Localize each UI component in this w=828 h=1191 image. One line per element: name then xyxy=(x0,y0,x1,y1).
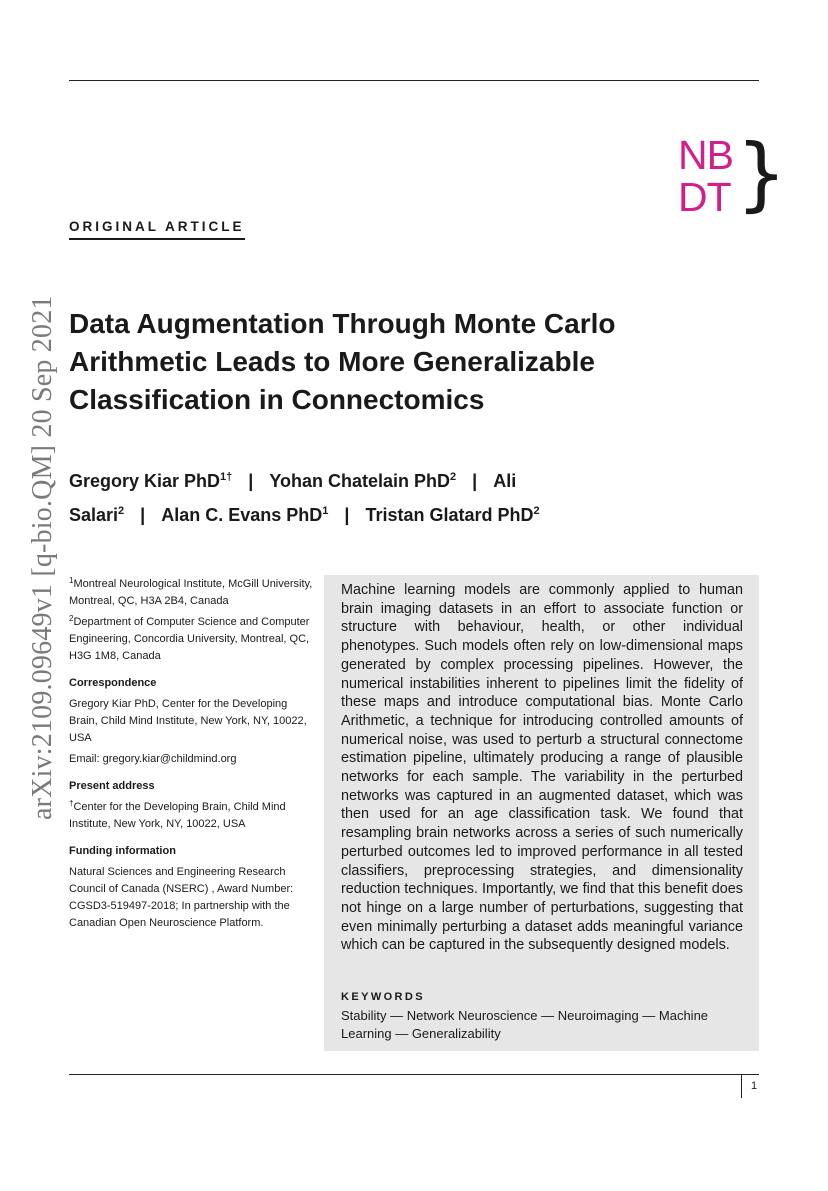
author-name: Gregory Kiar PhD xyxy=(69,471,221,491)
page-number: 1 xyxy=(751,1080,758,1092)
keywords-text: Stability — Network Neuroscience — Neuroimaging — Machine Learning — Generalizability xyxy=(341,1008,709,1041)
abstract-panel xyxy=(324,575,759,1051)
funding-heading: Funding information xyxy=(69,845,176,857)
correspondence-heading: Correspondence xyxy=(69,677,157,689)
affiliation xyxy=(69,614,314,665)
bottom-rule xyxy=(69,1074,759,1075)
logo-line-1: NB xyxy=(678,132,733,178)
affiliation-number: 2 xyxy=(69,614,74,623)
paper-title: Data Augmentation Through Monte Carlo Arithmetic Leads to More Generalizable Classification in Connectomics xyxy=(69,308,616,415)
author-separator: | xyxy=(344,505,350,525)
author-affiliation-mark: 2 xyxy=(450,471,457,483)
correspondence-text: Gregory Kiar PhD, Center for the Developing Brain, Child Mind Institute, New York, NY, 10022, USA xyxy=(69,698,307,744)
logo-line-2: DT xyxy=(678,174,731,220)
present-address-heading: Present address xyxy=(69,780,155,792)
top-rule xyxy=(69,80,759,81)
affiliation-number: 1 xyxy=(69,576,74,585)
dagger-mark: † xyxy=(69,799,74,808)
author-affiliation-mark: 1 xyxy=(322,505,329,517)
author-affiliation-mark: 1† xyxy=(220,471,233,483)
arxiv-identifier: arXiv:2109.09649v1 [q-bio.QM] 20 Sep 2021 xyxy=(27,295,58,820)
author-separator: | xyxy=(472,471,478,491)
author-list xyxy=(69,464,629,532)
sidebar-metadata xyxy=(69,576,314,936)
author-name: Alan C. Evans PhD xyxy=(161,505,323,525)
journal-logo xyxy=(678,127,787,223)
author-name: Tristan Glatard PhD xyxy=(365,505,534,525)
author-affiliation-mark: 2 xyxy=(533,505,540,517)
author-affiliation-mark: 2 xyxy=(118,505,125,517)
present-address xyxy=(69,799,314,833)
affiliation-text: Montreal Neurological Institute, McGill University, Montreal, QC, H3A 2B4, Canada xyxy=(69,578,313,607)
funding-text: Natural Sciences and Engineering Research Council of Canada (NSERC) , Award Number: CGSD3-519497-2018; In partnership with the Canadian Open Neuroscience Platform. xyxy=(69,866,294,929)
author-separator: | xyxy=(140,505,146,525)
author-name: Yohan Chatelain PhD xyxy=(269,471,451,491)
abstract-text: Machine learning models are commonly applied to human brain imaging datasets in an effort to associate function or structure with behaviour, health, or other individual phenotypes. Such models often rely on low-dimensional maps generated by complex processing pipelines. However, the numerical instabilities inherent to pipelines limit the fidelity of these maps and introduce computational bias. Monte Carlo Arithmetic, a technique for introducing controlled amounts of numerical noise, was used to perturb a structural connectome estimation pipeline, ultimately producing a range of plausible networks for each sample. The variability in the perturbed networks was captured in an augmented dataset, which was then used for an age classification task. We found that resampling brain networks across a series of such numerically perturbed outcomes led to improved performance in all tested classifiers, preprocessing strategies, and dimensionality reduction techniques. Importantly, we find that this benefit does not hinge on a large number of perturbations, suggesting that even minimally perturbing a dataset adds meaningful variance which can be captured in the subsequently designed models. xyxy=(341,582,743,954)
author-name: Ali Salari xyxy=(69,471,517,525)
page-number-divider xyxy=(741,1074,742,1098)
affiliation xyxy=(69,576,314,610)
present-address-text: Center for the Developing Brain, Child Mind Institute, New York, NY, 10022, USA xyxy=(69,801,286,830)
article-type-label: ORIGINAL ARTICLE xyxy=(69,219,245,240)
correspondence-email: Email: gregory.kiar@childmind.org xyxy=(69,753,237,765)
author-separator: | xyxy=(248,471,254,491)
logo-brace: } xyxy=(736,127,787,220)
affiliation-text: Department of Computer Science and Computer Engineering, Concordia University, Montreal, QC, H3G 1M8, Canada xyxy=(69,616,310,662)
keywords-heading: KEYWORDS xyxy=(341,991,425,1003)
